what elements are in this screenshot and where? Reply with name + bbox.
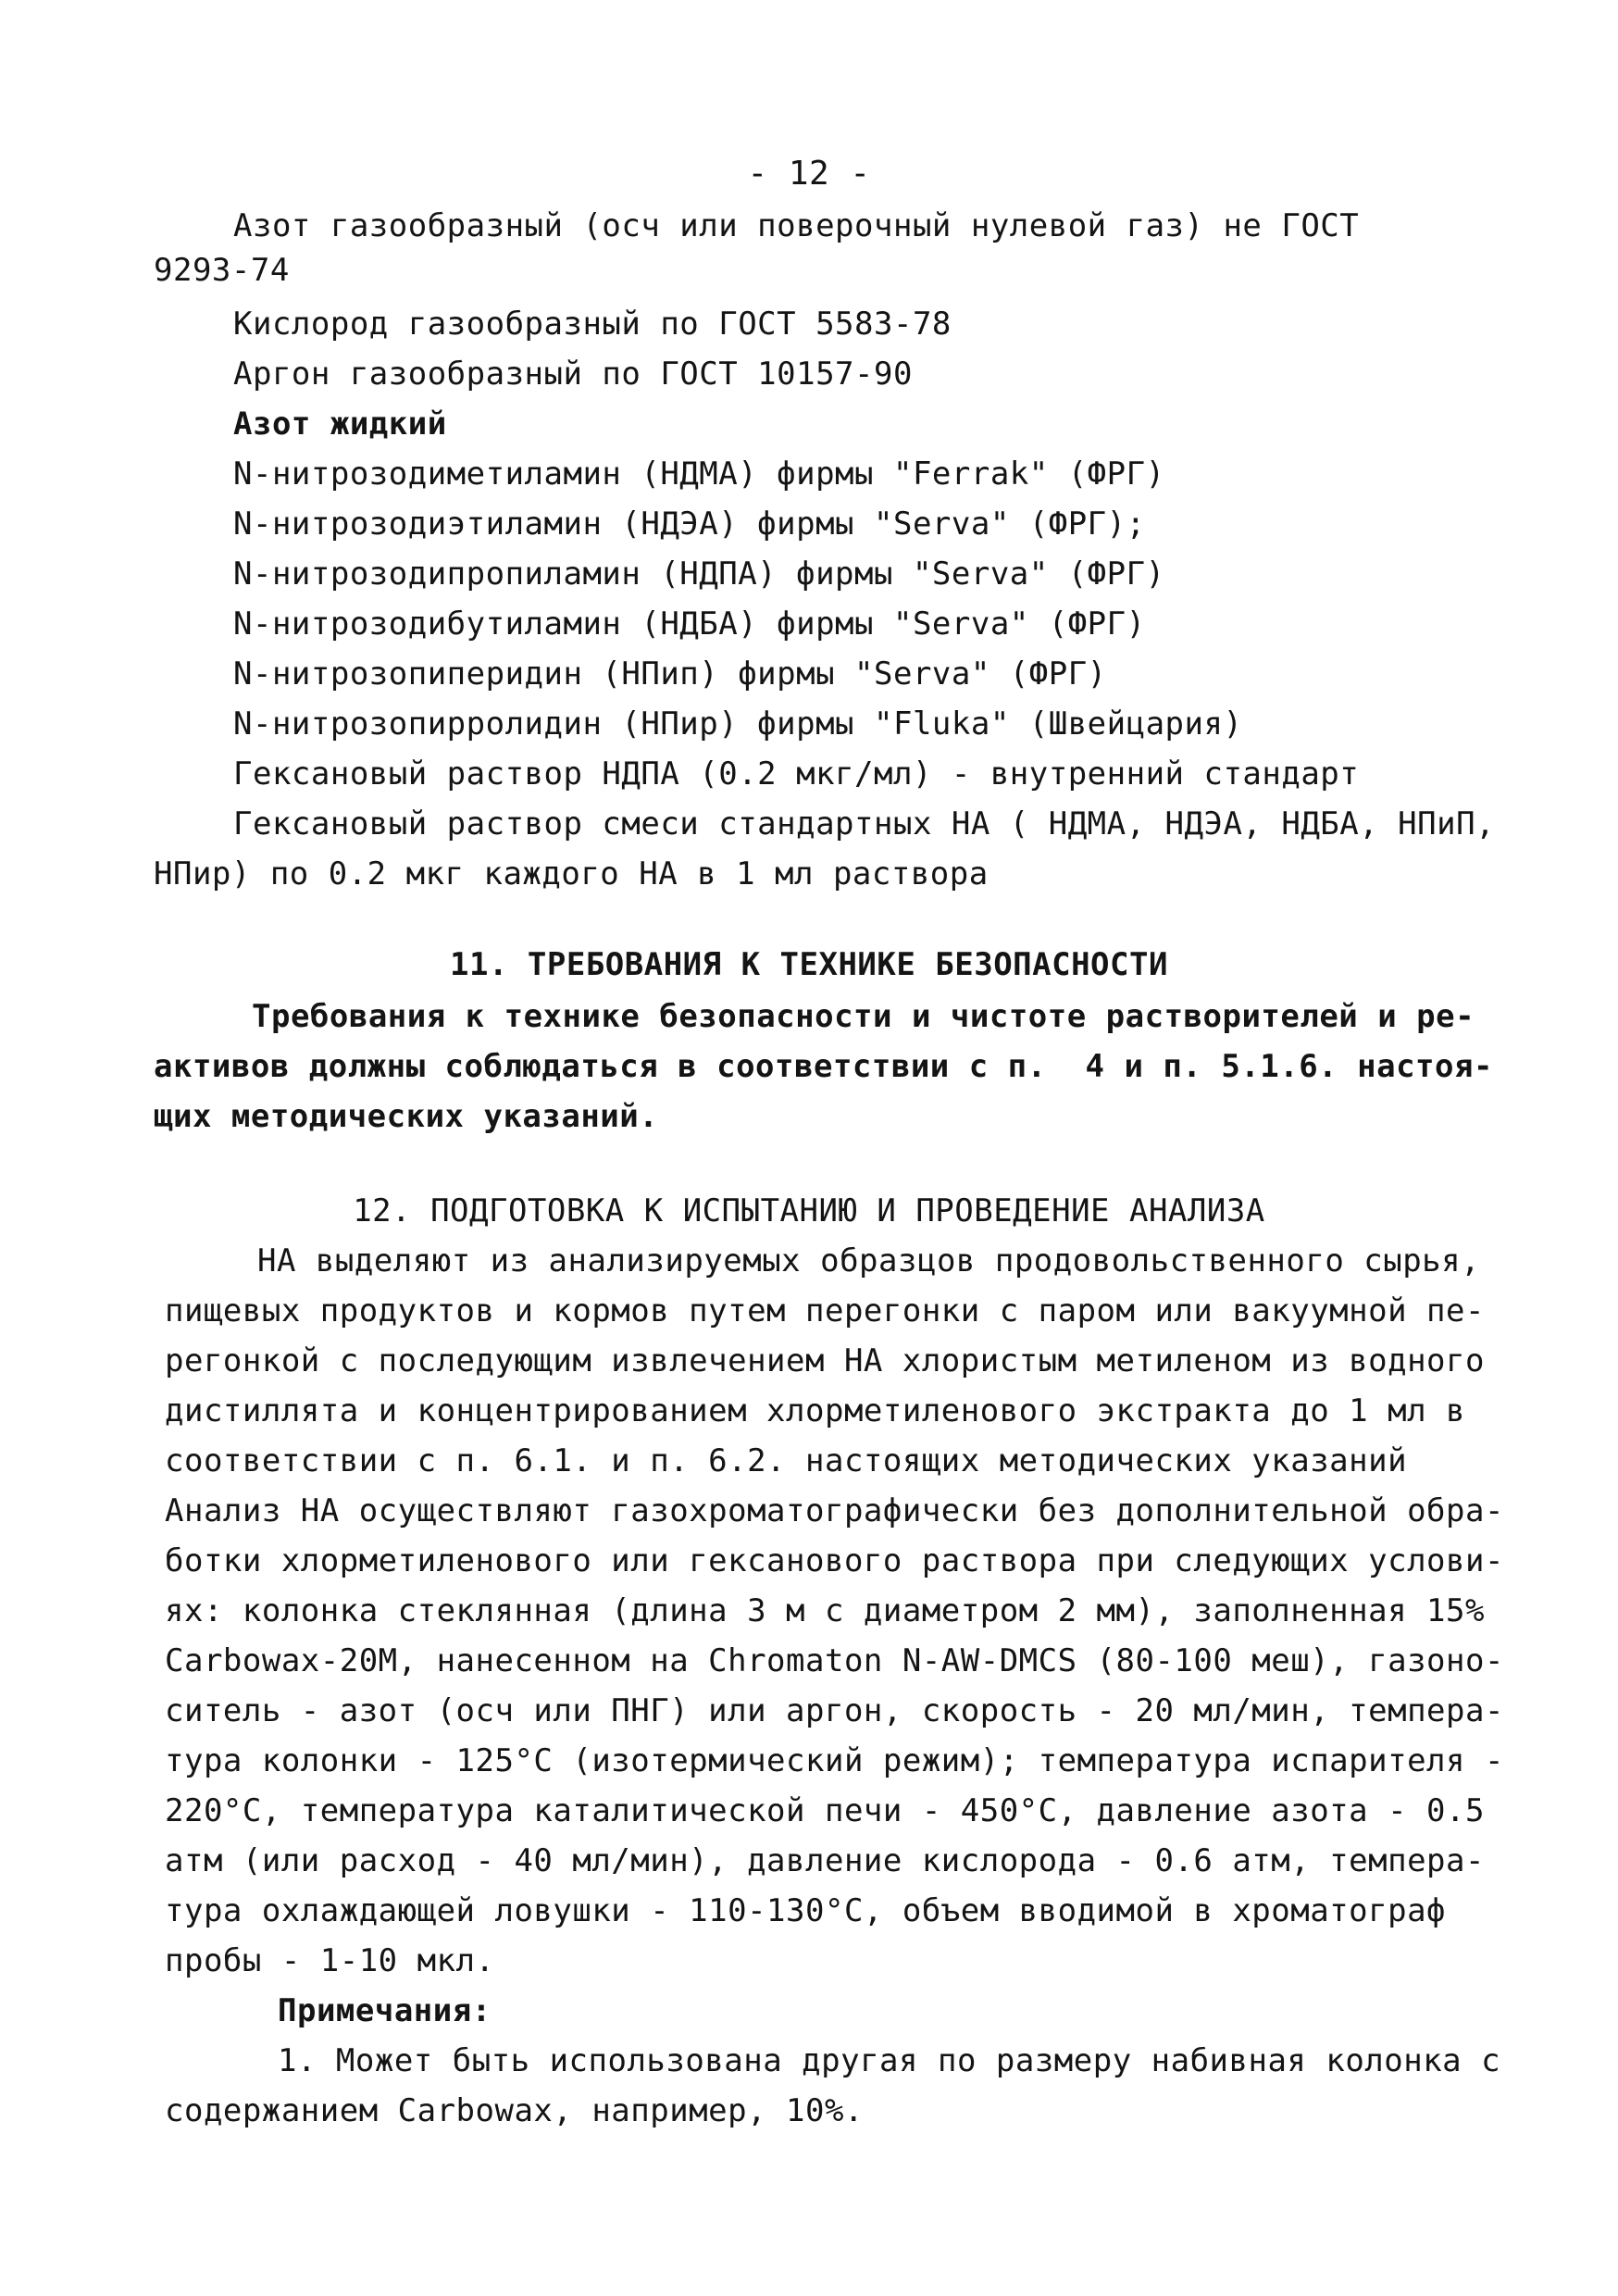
reagent-line: Гексановый раствор НДПА (0.2 мкг/мл) - внутренний стандарт [233,755,1360,792]
section-11-line: активов должны соблюдаться в соответствии с п. 4 и п. 5.1.6. настоя- [154,1048,1493,1085]
reagent-line: N-нитрозодибутиламин (НДБА) фирмы "Serva" (ФРГ) [233,605,1146,643]
section-12-line: регонкой с последующим извлечением НА хлористым метиленом из водного [165,1342,1485,1379]
reagent-line: Азот газообразный (осч или поверочный нулевой газ) не ГОСТ [233,207,1360,244]
reagent-line: 9293-74 [154,252,290,289]
reagent-line: НПир) по 0.2 мкг каждого НА в 1 мл раствора [154,855,989,892]
section-12-line: Анализ НА осуществляют газохроматографически без дополнительной обра- [165,1492,1504,1529]
section-12-line: 220°C, температура каталитической печи - 450°C, давление азота - 0.5 [165,1792,1485,1829]
section-12-line: пищевых продуктов и кормов путем перегонки с паром или вакуумной пе- [165,1292,1485,1329]
section-11-line: щих методических указаний. [154,1098,659,1135]
section-12-line: ботки хлорметиленового или гексанового раствора при следующих услови- [165,1542,1504,1579]
section-12-line: Carbowax-20M, нанесенном на Chromaton N-AW-DMCS (80-100 меш), газоно- [165,1642,1504,1679]
page-number: - 12 - [747,155,871,193]
section-12-line: соответствии с п. 6.1. и п. 6.2. настоящих методических указаний [165,1442,1408,1479]
reagent-line: N-нитрозодипропиламин (НДПА) фирмы "Serva" (ФРГ) [233,555,1165,593]
section-12-heading: 12. ПОДГОТОВКА К ИСПЫТАНИЮ И ПРОВЕДЕНИЕ АНАЛИЗА [353,1192,1265,1229]
reagent-line: Гексановый раствор смеси стандартных НА ( НДМА, НДЭА, НДБА, НПиП, [233,805,1496,842]
reagent-line: N-нитрозопиперидин (НПип) фирмы "Serva" (ФРГ) [233,655,1107,693]
reagent-line: Аргон газообразный по ГОСТ 10157-90 [233,356,913,393]
section-12-line: тура колонки - 125°C (изотермический режим); температура испарителя - [165,1742,1504,1779]
section-11-line: Требования к технике безопасности и чистоте растворителей и ре- [252,998,1475,1035]
section-12-line: атм (или расход - 40 мл/мин), давление кислорода - 0.6 атм, темпера- [165,1842,1485,1879]
note-line: содержанием Carbowax, например, 10%. [165,2092,864,2129]
section-11-heading: 11. ТРЕБОВАНИЯ К ТЕХНИКЕ БЕЗОПАСНОСТИ [450,946,1168,983]
reagent-line: N-нитрозодиэтиламин (НДЭА) фирмы "Serva" (ФРГ); [233,505,1146,543]
section-12-line: дистиллята и концентрированием хлорметиленового экстракта до 1 мл в [165,1392,1465,1429]
reagent-line: Кислород газообразный по ГОСТ 5583-78 [233,306,952,343]
section-12-line: ситель - азот (осч или ПНГ) или аргон, скорость - 20 мл/мин, темпера- [165,1692,1504,1729]
section-12-line: НА выделяют из анализируемых образцов продовольственного сырья, [257,1242,1481,1279]
reagent-line: Азот жидкий [233,406,447,443]
reagent-line: N-нитрозопирролидин (НПир) фирмы "Fluka" (Швейцария) [233,705,1243,742]
section-12-line: ях: колонка стеклянная (длина 3 м с диаметром 2 мм), заполненная 15% [165,1592,1485,1629]
section-12-line: тура охлаждающей ловушки - 110-130°C, объем вводимой в хроматограф [165,1892,1447,1929]
reagent-line: N-нитрозодиметиламин (НДМА) фирмы "Ferrak" (ФРГ) [233,455,1165,493]
section-12-line: пробы - 1-10 мкл. [165,1942,495,1979]
note-line: 1. Может быть использована другая по размеру набивная колонка с [278,2042,1501,2079]
notes-heading: Примечания: [278,1992,492,2029]
